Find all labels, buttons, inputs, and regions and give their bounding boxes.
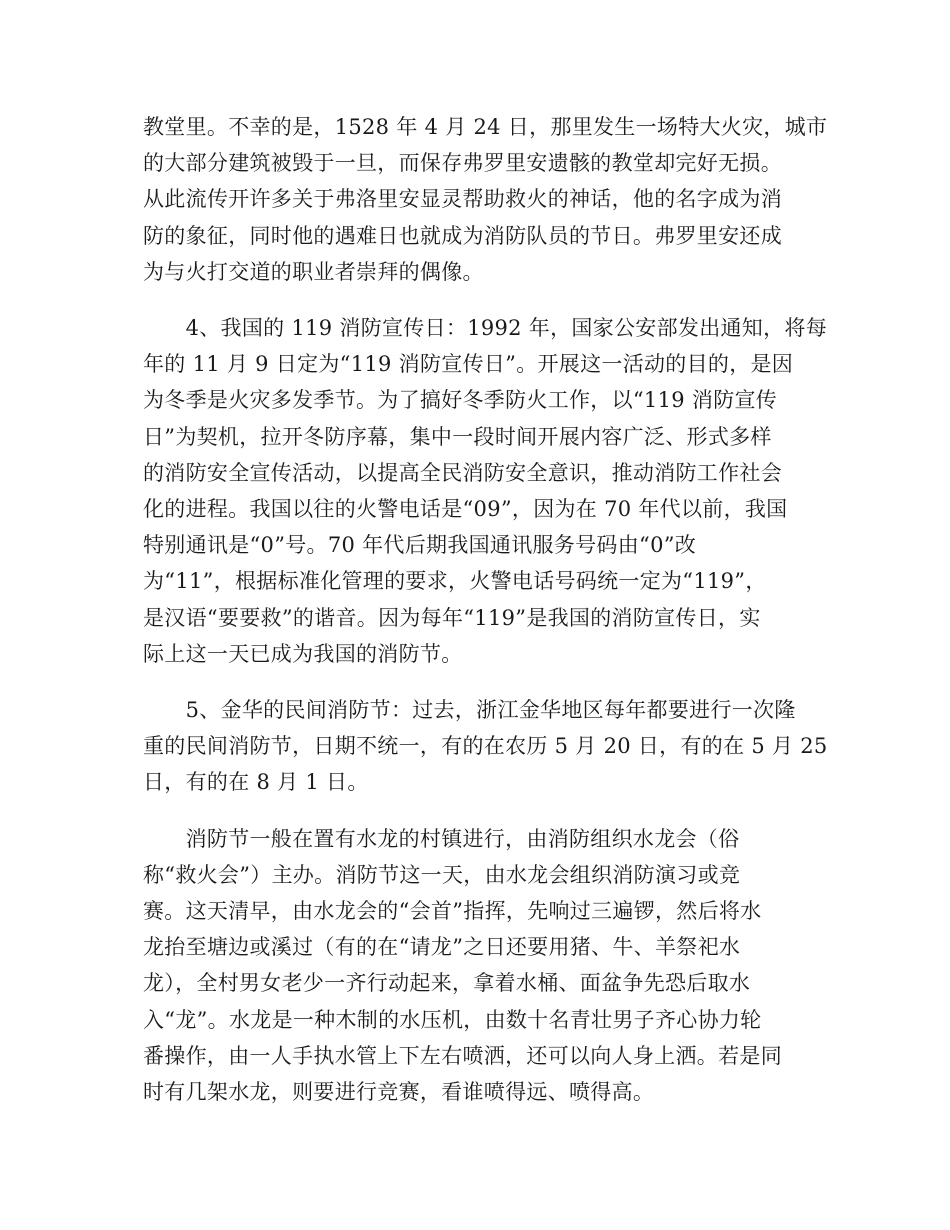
text-line: 是汉语“要要救”的谐音。因为每年“119”是我国的消防宣传日，实 — [143, 605, 761, 630]
paragraph-jinhua-festival — [143, 692, 828, 801]
text-line: 际上这一天已成为我国的消防节。 — [143, 641, 463, 666]
text-line: 消防节一般在置有水龙的村镇进行，由消防组织水龙会（俗 — [143, 826, 740, 851]
text-line: 龙），全村男女老少一齐行动起来，拿着水桶、面盆争先恐后取水 — [143, 971, 751, 996]
paragraph-water-dragon — [143, 821, 811, 1111]
text-line: 的消防安全宣传活动，以提高全民消防安全意识，推动消防工作社会 — [143, 460, 782, 485]
text-line: 为与火打交道的职业者崇拜的偶像。 — [143, 259, 484, 284]
text-line: 龙抬至塘边或溪过（有的在“请龙”之日还要用猪、牛、羊祭祀水 — [143, 935, 741, 960]
text-line: 日，有的在 8 月 1 日。 — [143, 770, 369, 795]
text-line: 教堂里。不幸的是，1528 年 4 月 24 日，那里发生一场特大火灾，城市 — [143, 115, 828, 139]
text-line: 为冬季是火灾多发季节。为了搞好冬季防火工作，以“119 消防宣传 — [143, 388, 778, 413]
text-line: 年的 11 月 9 日定为“119 消防宣传日”。开展这一活动的目的，是因 — [143, 352, 794, 377]
text-line: 称“救火会”）主办。消防节这一天，由水龙会组织消防演习或竞 — [143, 862, 741, 887]
text-line: 从此流传开许多关于弗洛里安显灵帮助救火的神话，他的名字成为消 — [143, 187, 782, 212]
text-line: 化的进程。我国以往的火警电话是“09”，因为在 70 年代以前，我国 — [143, 497, 788, 522]
document-body — [143, 109, 828, 1130]
text-line: 赛。这天清早，由水龙会的“会首”指挥，先响过三遍锣，然后将水 — [143, 899, 762, 924]
text-line: 重的民间消防节，日期不统一，有的在农历 5 月 20 日，有的在 5 月 25 — [143, 734, 828, 759]
text-line: 日”为契机，拉开冬防序幕，集中一段时间开展内容广泛、形式多样 — [143, 424, 772, 449]
paragraph-119-day — [143, 310, 828, 672]
text-line: 时有几架水龙，则要进行竞赛，看谁喷得远、喷得高。 — [143, 1080, 655, 1105]
text-line: 5、金华的民间消防节：过去，浙江金华地区每年都要进行一次隆 — [143, 698, 796, 723]
text-line: 为“11”，根据标准化管理的要求，火警电话号码统一定为“119”， — [143, 569, 767, 594]
text-line: 的大部分建筑被毁于一旦，而保存弗罗里安遗骸的教堂却完好无损。 — [143, 151, 782, 176]
text-line: 特别通讯是“0”号。70 年代后期我国通讯服务号码由“0”改 — [143, 533, 697, 558]
text-line: 4、我国的 119 消防宣传日：1992 年，国家公安部发出通知，将每 — [143, 316, 828, 341]
paragraph-florian-legend — [143, 109, 828, 290]
text-line: 防的象征，同时他的遇难日也就成为消防队员的节日。弗罗里安还成 — [143, 223, 782, 248]
text-line: 入“龙”。水龙是一种木制的水压机，由数十名青壮男子齐心协力轮 — [143, 1007, 762, 1032]
text-line: 番操作，由一人手执水管上下左右喷洒，还可以向人身上洒。若是同 — [143, 1043, 782, 1068]
